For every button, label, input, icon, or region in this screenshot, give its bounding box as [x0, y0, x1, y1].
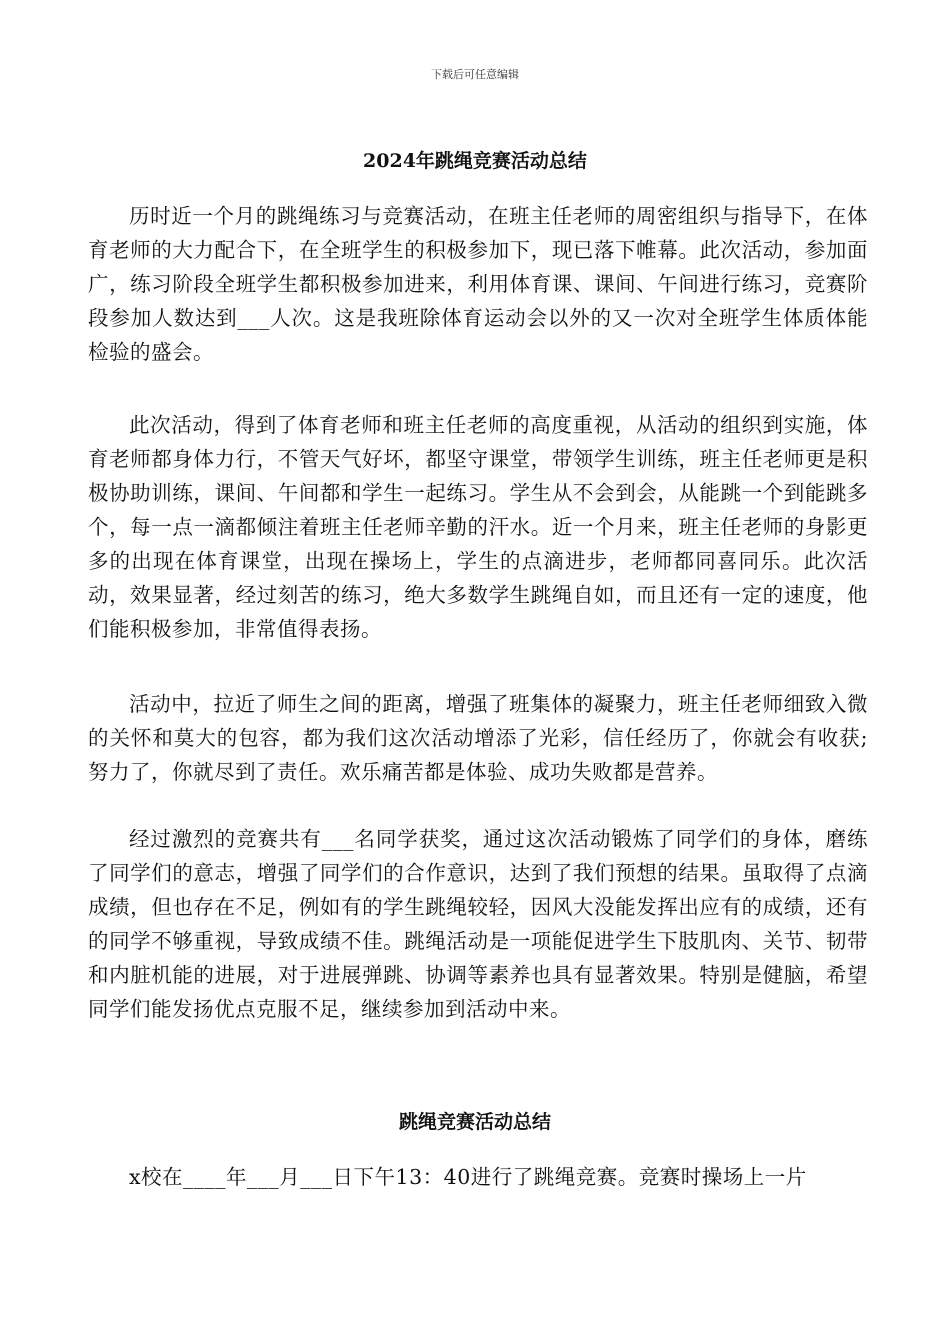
paragraph-5: x校在____年___月___日下午13：40进行了跳绳竞赛。竞赛时操场上一片	[129, 1165, 807, 1189]
section-title: 跳绳竞赛活动总结	[398, 1111, 551, 1133]
header-note: 下载后可任意编辑	[431, 68, 519, 81]
paragraph-2: 此次活动，得到了体育老师和班主任老师的高度重视，从活动的组织到实施，体育老师都身体力行，不管天气好坏，都坚守课堂，带领学生训练，班主任老师更是积极协助训练，课间、午间都和学生一起练习。学生从不会到会，从能跳一个到能跳多个，每一点一滴都倾注着班主任老师辛勤的汗水。近一个月来，班主任老师的身影更多的出现在体育课堂，出现在操场上，学生的点滴进步，老师都同喜同乐。此次活动，效果显著，经过刻苦的练习，绝大多数学生跳绳自如，而且还有一定的速度，他们能积极参加，非常值得表扬。	[88, 413, 868, 641]
document-title: 2024年跳绳竞赛活动总结	[363, 150, 587, 172]
paragraph-4: 经过激烈的竞赛共有___名同学获奖，通过这次活动锻炼了同学们的身体，磨练了同学们的意志，增强了同学们的合作意识，达到了我们预想的结果。虽取得了点滴成绩，但也存在不足，例如有的学生跳绳较轻，因风大没能发挥出应有的成绩，还有的同学不够重视，导致成绩不佳。跳绳活动是一项能促进学生下肢肌肉、关节、韧带和内脏机能的进展，对于进展弹跳、协调等素养也具有显著效果。特别是健脑，希望同学们能发扬优点克服不足，继续参加到活动中来。	[88, 827, 868, 1021]
paragraph-1: 历时近一个月的跳绳练习与竞赛活动，在班主任老师的周密组织与指导下，在体育老师的大力配合下，在全班学生的积极参加下，现已落下帷幕。此次活动，参加面广，练习阶段全班学生都积极参加进来，利用体育课、课间、午间进行练习，竞赛阶段参加人数达到___人次。这是我班除体育运动会以外的又一次对全班学生体质体能检验的盛会。	[88, 204, 868, 364]
paragraph-3: 活动中，拉近了师生之间的距离，增强了班集体的凝聚力，班主任老师细致入微的关怀和莫大的包容，都为我们这次活动增添了光彩，信任经历了，你就会有收获;努力了，你就尽到了责任。欢乐痛苦都是体验、成功失败都是营养。	[88, 692, 868, 784]
